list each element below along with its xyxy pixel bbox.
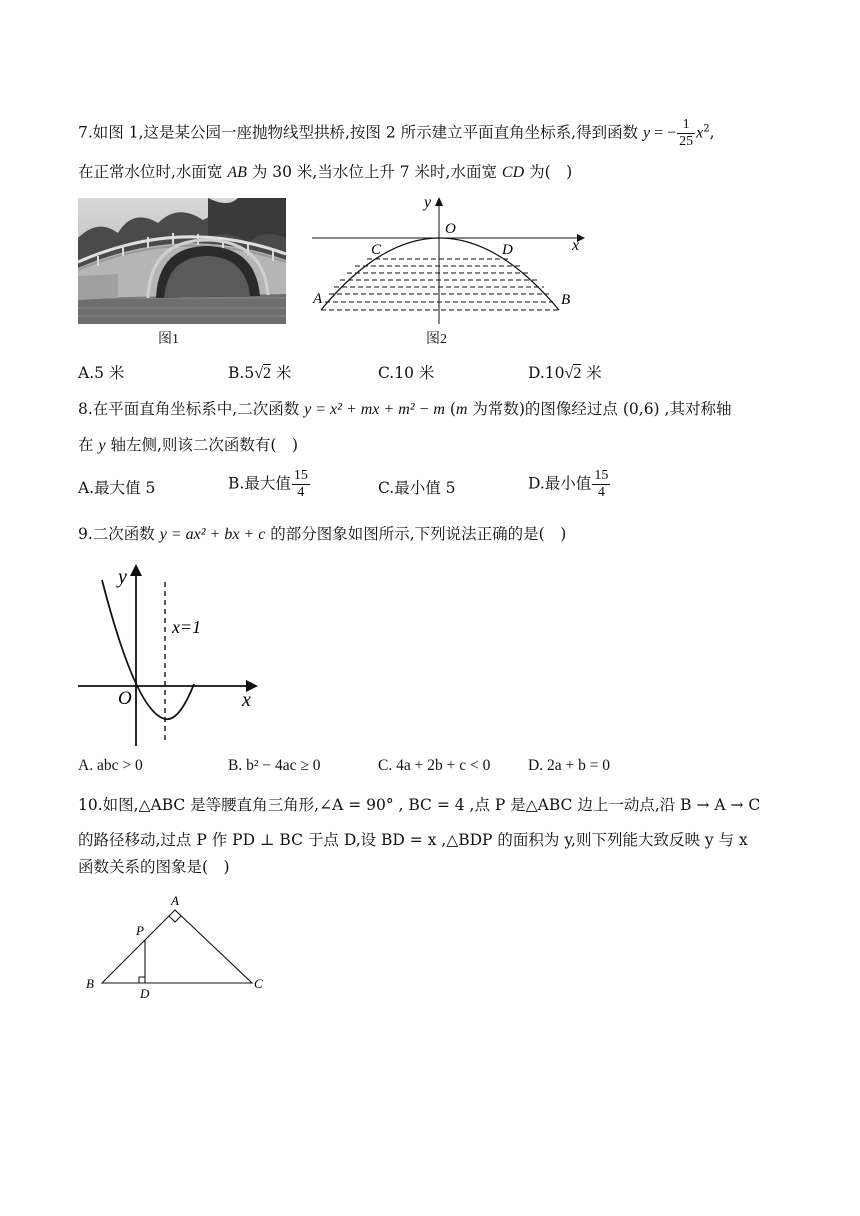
label-C: C: [371, 242, 382, 258]
q9-option-d[interactable]: D. 2a + b = 0: [528, 757, 611, 774]
q8-option-b-frac: [292, 468, 310, 501]
q8-line1-a: 8.在平面直角坐标系中,二次函数: [78, 400, 305, 418]
bridge-photo: [78, 198, 286, 324]
q7-option-a[interactable]: A.5 米: [78, 364, 125, 382]
q7-line1: [78, 117, 715, 150]
q7-frac-den: 25: [679, 134, 694, 149]
q9-func: y = ax² + bx + c: [159, 526, 266, 543]
q9-line1-a: 9.二次函数: [78, 525, 160, 543]
y-axis-arrow: [130, 564, 142, 576]
q7-func-x: x: [696, 124, 704, 142]
q7-option-d[interactable]: [528, 363, 602, 384]
label-P: P: [136, 923, 144, 938]
q7-frac-num: 1: [677, 117, 695, 134]
q10-line2: 的路径移动,过点 P 作 PD ⊥ BC 于点 D,设 BD = x ,△BDP 的面积为 y,则下列能大致反映 y 与 x: [78, 831, 748, 849]
q8-option-b-pre: B.最大值: [228, 474, 291, 493]
q9-line1: [78, 524, 566, 545]
q7-AB: AB: [227, 164, 247, 181]
q7-line2-b: 为 30 米,当水位上升 7 米时,水面宽: [246, 163, 502, 181]
q8-line1-b: (: [444, 400, 456, 418]
label-D: D: [502, 242, 513, 258]
q7-line2: [78, 162, 572, 183]
q8-option-d-num: 15: [594, 468, 609, 483]
q7-figure2: [305, 192, 595, 327]
q10-figure: [84, 888, 274, 1000]
q8-option-d-den: 4: [597, 485, 605, 500]
q9-option-c[interactable]: C. 4a + 2b + c < 0: [378, 757, 491, 774]
triangle-abc: [102, 910, 252, 983]
label-A: A: [171, 893, 179, 908]
label-B: B: [86, 976, 94, 991]
q7-option-d-post: 米: [581, 364, 602, 382]
q8-option-b-num: 15: [293, 468, 308, 483]
q8-option-d-pre: D.最小值: [528, 474, 592, 493]
sqrt-symbol: √: [254, 365, 263, 382]
q8-option-b[interactable]: [228, 468, 311, 501]
q8-m: m: [455, 401, 468, 418]
q8-line2-b: 轴左侧,则该二次函数有( ): [105, 436, 298, 454]
q10-line3: 函数关系的图象是( ): [78, 858, 230, 876]
q10-line1: 10.如图,△ABC 是等腰直角三角形,∠A = 90° , BC = 4 ,点 P 是△ABC 边上一动点,沿 B → A → C: [78, 796, 761, 814]
bridge-photo-drawing: [78, 198, 286, 324]
q7-option-c[interactable]: C.10 米: [378, 364, 435, 382]
q8-option-d[interactable]: [528, 468, 611, 501]
label-D: D: [140, 986, 150, 1000]
parabola: [321, 238, 559, 310]
q7-option-d-pre: D.10: [528, 364, 565, 382]
label-y: y: [424, 194, 432, 211]
label-x: x: [242, 689, 251, 711]
q7-line2-c: 为( ): [524, 163, 573, 181]
q9-option-b[interactable]: B. b² − 4ac ≥ 0: [228, 757, 321, 774]
q7-option-b-post: 米: [270, 364, 292, 382]
q8-line2-a: 在: [78, 436, 99, 454]
q7-sup: 2: [703, 123, 710, 135]
q8-line2: [78, 435, 298, 456]
label-x: x: [572, 237, 580, 254]
q8-option-c[interactable]: C.最小值 5: [378, 479, 456, 497]
label-C: C: [254, 976, 263, 991]
water-lines: [321, 259, 559, 310]
label-O: O: [118, 688, 132, 709]
label-O: O: [445, 221, 456, 237]
q7-line2-a: 在正常水位时,水面宽: [78, 163, 228, 181]
q9-option-a[interactable]: A. abc > 0: [78, 757, 143, 774]
q8-line1-c: 为常数)的图像经过点 (0,6) ,其对称轴: [467, 400, 732, 418]
fig1-caption: 图1: [158, 332, 179, 347]
q7-fraction: [677, 117, 695, 150]
label-y: y: [118, 566, 127, 588]
label-B: B: [561, 292, 571, 308]
label-A: A: [313, 291, 323, 307]
q8-func: y = x² + mx + m² − m: [304, 401, 445, 418]
q7-CD: CD: [501, 164, 525, 181]
q7-option-d-rad: 2: [573, 365, 582, 382]
right-angle-mark-d: [139, 977, 145, 983]
q9-figure: [76, 562, 266, 747]
parabola: [102, 580, 194, 719]
y-axis-arrow: [435, 197, 443, 206]
q8-y: y: [98, 437, 106, 454]
q8-option-d-frac: [592, 468, 610, 501]
right-angle-mark-a: [169, 916, 181, 922]
q7-option-b-pre: B.5: [228, 364, 255, 382]
q7-comma: ,: [709, 123, 715, 142]
q7-func-y: y: [643, 124, 651, 142]
q7-func-eq: = −: [650, 124, 677, 142]
sqrt-symbol: √: [564, 365, 574, 382]
q8-option-a[interactable]: A.最大值 5: [78, 479, 156, 497]
fig2-caption: 图2: [426, 332, 447, 347]
q8-option-b-den: 4: [297, 485, 305, 500]
q8-line1: [78, 399, 731, 420]
label-axis-eq: x=1: [172, 617, 202, 637]
q7-option-b-rad: 2: [262, 365, 271, 382]
q7-text: 7.如图 1,这是某公园一座抛物线型拱桥,按图 2 所示建立平面直角坐标系,得到函数: [78, 123, 644, 142]
q7-option-b[interactable]: [228, 363, 291, 384]
q9-line1-b: 的部分图象如图所示,下列说法正确的是( ): [265, 525, 567, 543]
